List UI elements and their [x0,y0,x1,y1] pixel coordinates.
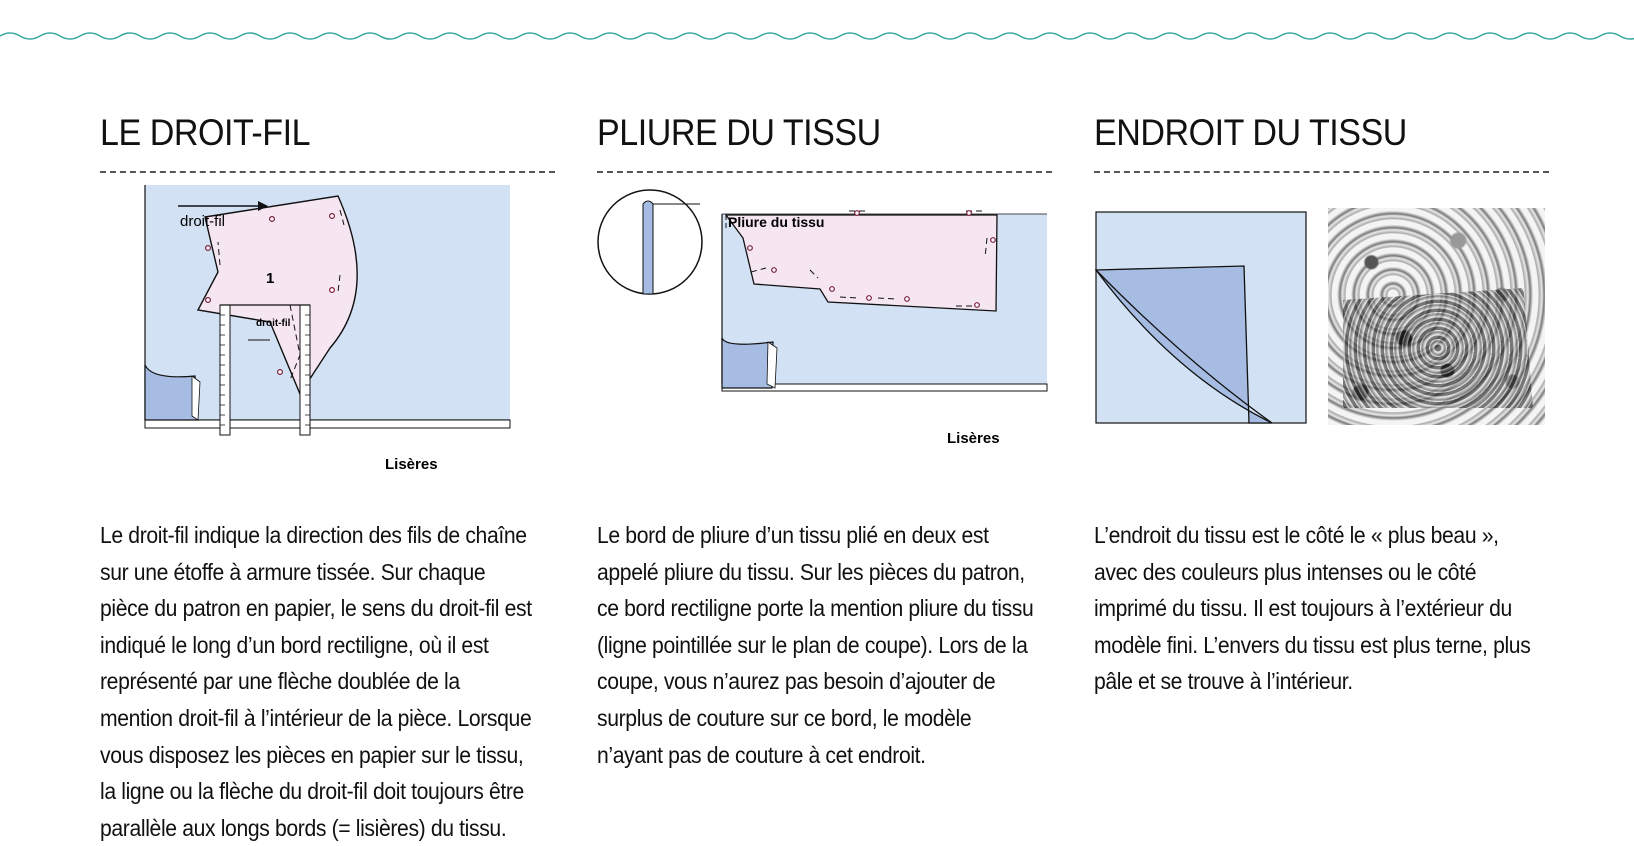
selvedge-label: Lisères [385,456,438,473]
section-title: LE DROIT-FIL [100,112,311,153]
right-side-illustration [1094,210,1308,426]
folded-corner [722,338,773,388]
grainline-illustration [140,180,520,480]
dashed-divider [100,171,555,173]
fold-label: Pliure du tissu [728,214,825,230]
dashed-divider [597,171,1052,173]
selvedge-label: Lisères [947,430,1000,447]
ruler-right [300,305,310,435]
dashed-divider [1094,171,1549,173]
section-body-text: Le bord de pliure d’un tissu plié en deux est appelé pliure du tissu. Sur les pièces du patron, ce bord rectiligne porte la mention pliure du tissu (ligne pointillée sur le plan de coupe). Lors de la coupe, vous n’aurez pas besoin d’ajouter de surplus de couture sur ce bord, le modèle n’ayant pas de couture à cet endroit. [597,522,1034,768]
section-body-text: L’endroit du tissu est le côté le « plus beau », avec des couleurs plus intenses ou le côté imprimé du tissu. Il est toujours à l’extérieur du modèle fini. L’envers du tissu est plus terne, plus pâle et se trouve à l’intérieur. [1094,522,1531,695]
ruler-left [220,305,230,435]
printed-fabric-photo [1328,208,1545,425]
section-title: PLIURE DU TISSU [597,112,881,153]
fold-illustration [596,188,1056,458]
grainline-label: droit-fil [180,213,226,230]
fold-detail-circle [598,190,702,294]
inner-grainline-label: droit-fil [256,318,291,329]
piece-number: 1 [266,270,275,287]
section-title: ENDROIT DU TISSU [1094,112,1407,153]
wavy-top-border [0,24,1634,48]
section-body-text: Le droit-fil indique la direction des fils de chaîne sur une étoffe à armure tissée. Sur chaque pièce du patron en papier, le sens du droit-fil est indiqué le long d’un bord rectiligne, où il est représenté par une flèche doublée de la mention droit-fil à l’intérieur de la pièce. Lorsque vous disposez les pièces en papier sur le tissu, la ligne ou la flèche du droit-fil doit toujours être parallèle aux longs bords (= lisières) du tissu. [100,522,532,841]
section-endroit [1094,104,1549,695]
